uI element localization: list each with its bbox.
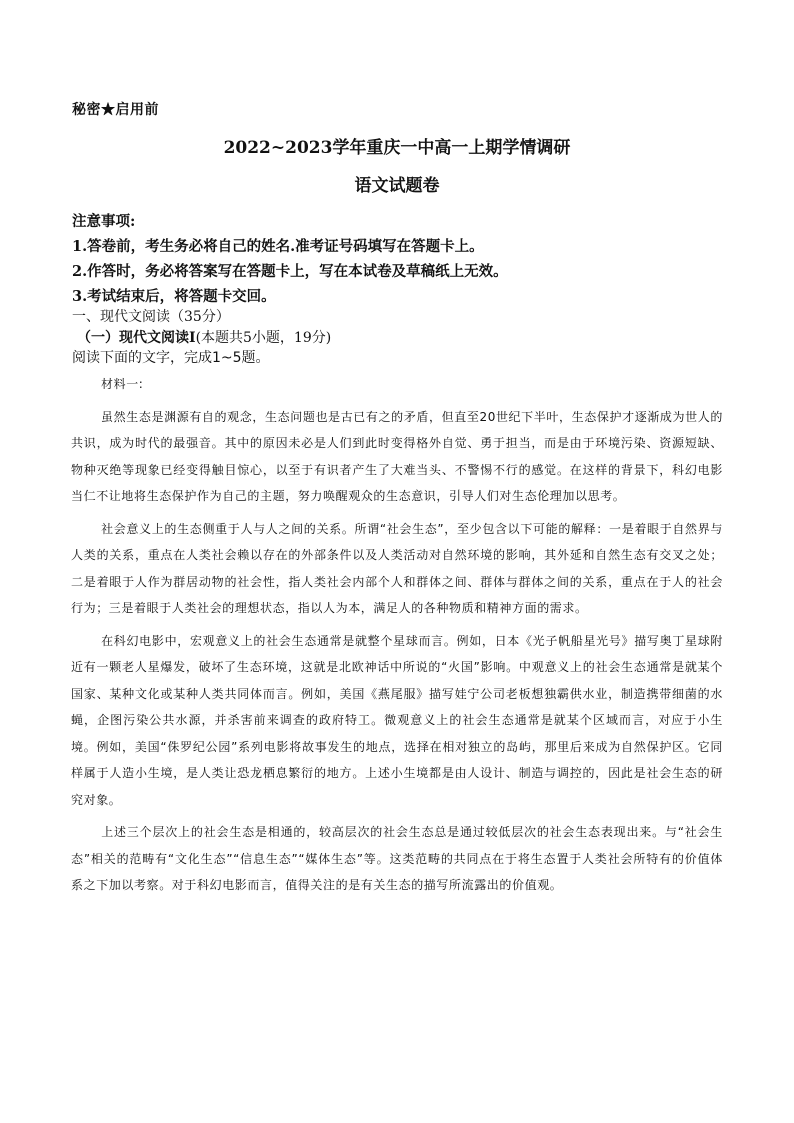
instruction-item-3: 3.考试结束后，将答题卡交回。 (72, 288, 276, 305)
reading-instruction: 阅读下面的文字，完成1~5题。 (72, 350, 270, 366)
subsection-heading (77, 327, 331, 347)
exam-title: 2022~2023学年重庆一中高一上期学情调研 (223, 138, 571, 158)
confidentiality-mark: 秘密★启用前 (72, 102, 159, 118)
material-text (71, 371, 723, 899)
paragraph: 上述三个层次上的社会生态是相通的，较高层次的社会生态总是通过较低层次的社会生态表现出来。与“社会生态”相关的范畴有“文化生态”“信息生态”“媒体生态”等。这类范畴的共同点在于将生态置于人类社会所特有的价值体系之下加以考察。对于科幻电影而言，值得关注的是有关生态的描写所流露出的价值观。 (71, 825, 723, 892)
instruction-item-2: 2.作答时，务必将答案写在答题卡上，写在本试卷及草稿纸上无效。 (72, 263, 508, 280)
paragraph: 在科幻电影中，宏观意义上的社会生态通常是就整个星球而言。例如，日本《光子帆船星光号》描写奥丁星球附近有一颗老人星爆发，破坏了生态环境，这就是北欧神话中所说的“火国”影响。中观意义上的社会生态通常是就某个国家、某种文化或某种人类共同体而言。例如，美国《燕尾服》描写娃宁公司老板想独霸供水业，制造携带细菌的水蝇，企图污染公共水源，并杀害前来调查的政府特工。微观意义上的社会生态通常是就某个区域而言，对应于小生境。例如，美国“侏罗纪公园”系列电影将故事发生的地点，选择在相对独立的岛屿，那里后来成为自然保护区。它同样属于人造小生境，是人类让恐龙栖息繁衍的地方。上述小生境都是由人设计、制造与调控的，因此是社会生态的研究对象。 (71, 633, 723, 807)
instructions-heading: 注意事项: (72, 213, 136, 230)
instructions-block (72, 209, 508, 309)
subsection-label: （一）现代文阅读Ⅰ (77, 330, 196, 346)
section-heading: 一、现代文阅读（35分） (72, 309, 230, 325)
paragraph: 虽然生态是渊源有自的观念，生态问题也是古已有之的矛盾，但直至20世纪下半叶，生态保护才逐渐成为世人的共识，成为时代的最强音。其中的原因未必是人们到此时变得格外自觉、勇于担当，而是由于环境污染、资源短缺、物种灭绝等现象已经变得触目惊心，以至于有识者产生了大难当头、不警惕不行的感觉。在这样的背景下，科幻电影当仁不让地将生态保护作为自己的主题，努力唤醒观众的生态意识，引导人们对生态伦理加以思考。 (71, 409, 723, 503)
paragraph: 社会意义上的生态侧重于人与人之间的关系。所谓“社会生态”，至少包含以下可能的解释：一是着眼于自然界与人类的关系，重点在人类社会赖以存在的外部条件以及人类活动对自然环境的影响，其外延和自然生态有交叉之处；二是着眼于人作为群居动物的社会性，指人类社会内部个人和群体之间、群体与群体之间的关系，重点在于人的社会行为；三是着眼于人类社会的理想状态，指以人为本，满足人的各种物质和精神方面的需求。 (71, 521, 723, 615)
instruction-item-1: 1.答卷前，考生务必将自己的姓名.准考证号码填写在答题卡上。 (72, 238, 484, 255)
subsection-detail: (本题共5小题，19分) (195, 330, 332, 346)
exam-subtitle: 语文试题卷 (354, 176, 440, 196)
material-label: 材料一: (101, 377, 144, 391)
